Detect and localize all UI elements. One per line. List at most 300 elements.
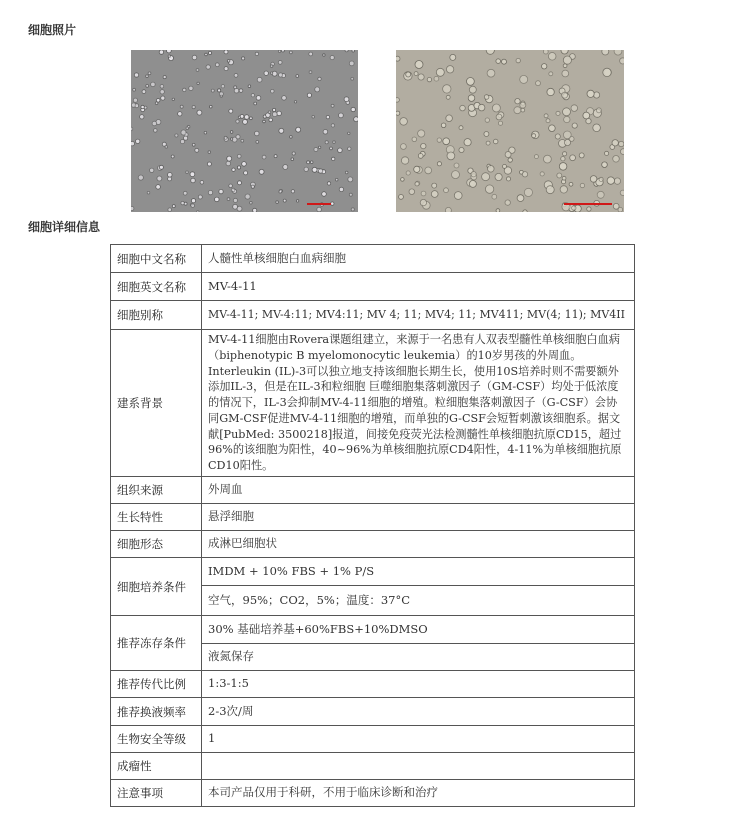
row-label: 生长特性 bbox=[111, 504, 202, 531]
cell-blob bbox=[192, 106, 195, 109]
cell-blob bbox=[208, 51, 211, 54]
cell-blob bbox=[134, 73, 138, 77]
cell-blob bbox=[291, 158, 294, 161]
cell-blob bbox=[296, 200, 298, 202]
cell-blob bbox=[555, 134, 560, 139]
cell-blob bbox=[534, 155, 538, 159]
cell-blob bbox=[327, 182, 330, 185]
cell-blob bbox=[414, 72, 418, 76]
cell-blob bbox=[572, 206, 576, 210]
cell-blob bbox=[460, 105, 466, 111]
cell-blob bbox=[237, 154, 241, 158]
cell-blob bbox=[291, 190, 294, 193]
cell-blob bbox=[192, 143, 195, 146]
cell-blob bbox=[195, 148, 199, 152]
row-value: 悬浮细胞 bbox=[202, 504, 635, 531]
cell-blob bbox=[296, 75, 299, 78]
cell-blob bbox=[283, 165, 288, 170]
row-value: MV-4-11; MV-4:11; MV4:11; MV 4; 11; MV4; 11; MV411; MV(4; 11); MV4II bbox=[202, 301, 635, 330]
cell-blob bbox=[332, 157, 335, 160]
cell-blob bbox=[276, 201, 279, 204]
cell-blob bbox=[520, 102, 526, 108]
cell-blob bbox=[197, 82, 199, 84]
cell-blob bbox=[524, 188, 532, 196]
cell-blob bbox=[547, 88, 554, 95]
cell-photo-2-image bbox=[396, 50, 624, 212]
row-value: 人髓性单核细胞白血病细胞 bbox=[202, 245, 635, 273]
cell-blob bbox=[612, 140, 618, 146]
cell-blob bbox=[136, 139, 140, 143]
cell-blob bbox=[159, 165, 163, 169]
cell-blob bbox=[163, 76, 166, 79]
table-row-culture bbox=[111, 558, 635, 586]
table-row-passage bbox=[111, 671, 635, 698]
table-row-tissue bbox=[111, 477, 635, 504]
cell-blob bbox=[503, 164, 507, 168]
cell-blob bbox=[613, 203, 619, 209]
cell-blob bbox=[168, 55, 171, 58]
cell-blob bbox=[587, 207, 591, 211]
cell-blob bbox=[244, 115, 249, 120]
cell-blob bbox=[406, 171, 410, 175]
cell-blob bbox=[226, 161, 231, 166]
cell-blob bbox=[196, 69, 199, 72]
cell-blob bbox=[294, 101, 296, 103]
cell-blob bbox=[277, 111, 282, 116]
cell-blob bbox=[345, 171, 348, 174]
cell-blob bbox=[146, 85, 149, 88]
cell-blob bbox=[572, 123, 577, 128]
cell-blob bbox=[181, 201, 184, 204]
cell-blob bbox=[593, 124, 601, 132]
row-value: 液氮保存 bbox=[202, 644, 635, 671]
cell-blob bbox=[219, 189, 223, 193]
cell-blob bbox=[281, 50, 284, 52]
cell-blob bbox=[183, 191, 187, 195]
cell-blob bbox=[206, 65, 210, 69]
cell-blob bbox=[434, 76, 439, 81]
cell-blob bbox=[396, 98, 399, 103]
cell-blob bbox=[570, 155, 576, 161]
cell-blob bbox=[197, 110, 202, 115]
cell-blob bbox=[315, 87, 320, 92]
cell-blob bbox=[471, 172, 476, 177]
cell-blob bbox=[330, 147, 333, 150]
cell-blob bbox=[256, 96, 261, 101]
cell-blob bbox=[236, 135, 240, 139]
cell-blob bbox=[330, 56, 334, 60]
cell-blob bbox=[210, 105, 213, 108]
cell-blob bbox=[333, 141, 336, 144]
cell-blob bbox=[399, 195, 404, 200]
cell-blob bbox=[154, 129, 158, 133]
cell-blob bbox=[447, 152, 455, 160]
cell-blob bbox=[515, 99, 520, 104]
cell-blob bbox=[250, 202, 253, 205]
cell-blob bbox=[156, 185, 161, 190]
cell-blob bbox=[221, 85, 224, 88]
table-row-media-change bbox=[111, 698, 635, 726]
cell-blob bbox=[351, 107, 355, 111]
cell-info-table bbox=[110, 244, 635, 807]
cell-photo-1-image bbox=[131, 50, 358, 212]
cell-blob bbox=[349, 61, 354, 66]
cell-blob bbox=[241, 139, 244, 142]
cell-blob bbox=[290, 51, 293, 54]
cell-blob bbox=[251, 94, 254, 97]
cell-blob bbox=[396, 111, 400, 115]
cell-blob bbox=[443, 85, 451, 93]
row-value: 外周血 bbox=[202, 477, 635, 504]
cell-blob bbox=[290, 136, 293, 139]
cell-blob bbox=[224, 50, 228, 54]
row-label: 建系背景 bbox=[111, 330, 202, 477]
cell-blob bbox=[614, 178, 620, 184]
cell-blob bbox=[168, 208, 172, 212]
cell-blob bbox=[563, 152, 567, 156]
cell-blob bbox=[296, 127, 301, 132]
table-row-morphology bbox=[111, 531, 635, 558]
cell-blob bbox=[420, 199, 426, 205]
table-row-notes bbox=[111, 780, 635, 807]
cell-blob bbox=[561, 50, 568, 54]
cell-blob bbox=[151, 82, 156, 87]
cell-blob bbox=[318, 169, 322, 173]
cell-blob bbox=[331, 124, 334, 127]
cell-blob bbox=[349, 193, 352, 196]
cell-blob bbox=[323, 130, 328, 135]
cell-blob bbox=[560, 186, 567, 193]
cell-blob bbox=[133, 98, 137, 102]
cell-blob bbox=[446, 95, 450, 99]
cell-blob bbox=[238, 181, 242, 185]
row-value: MV-4-11 bbox=[202, 273, 635, 301]
cell-blob bbox=[436, 68, 444, 76]
cell-blob bbox=[602, 50, 609, 55]
cell-blob bbox=[488, 166, 495, 173]
cell-blob bbox=[331, 202, 334, 205]
cell-blob bbox=[168, 177, 172, 181]
row-value bbox=[202, 753, 635, 780]
cell-blob bbox=[215, 197, 220, 202]
cell-blob bbox=[492, 194, 497, 199]
cell-blob bbox=[496, 209, 500, 212]
cell-blob bbox=[131, 127, 133, 131]
row-label: 细胞培养条件 bbox=[111, 558, 202, 616]
cell-blob bbox=[244, 171, 248, 175]
cell-blob bbox=[401, 178, 405, 182]
cell-blob bbox=[452, 171, 460, 179]
cell-blob bbox=[307, 93, 311, 97]
cell-blob bbox=[140, 115, 144, 119]
cell-blob bbox=[318, 146, 320, 148]
cell-blob bbox=[133, 88, 136, 91]
cell-blob bbox=[484, 95, 489, 100]
cell-blob bbox=[549, 72, 553, 76]
cell-blob bbox=[427, 77, 431, 81]
cell-blob bbox=[415, 61, 423, 69]
cell-blob bbox=[156, 99, 160, 103]
cell-blob bbox=[415, 182, 419, 186]
cell-blob bbox=[160, 85, 164, 89]
cell-blob bbox=[255, 131, 260, 136]
cell-blob bbox=[309, 71, 312, 74]
cell-blob bbox=[138, 175, 143, 180]
cell-blob bbox=[231, 188, 235, 192]
cell-blob bbox=[218, 89, 221, 92]
cell-blob bbox=[542, 64, 547, 69]
cell-blob bbox=[172, 205, 175, 208]
cell-blob bbox=[607, 177, 614, 184]
cell-blob bbox=[207, 162, 211, 166]
cell-blob bbox=[563, 64, 567, 68]
cell-blob bbox=[160, 90, 164, 94]
cell-blob bbox=[312, 116, 315, 119]
cell-blob bbox=[236, 120, 239, 123]
row-value: 本司产品仅用于科研，不用于临床诊断和治疗 bbox=[202, 780, 635, 807]
table-row-freeze bbox=[111, 616, 635, 644]
cell-blob bbox=[543, 50, 548, 54]
cell-blob bbox=[587, 90, 594, 97]
cell-blob bbox=[229, 109, 233, 113]
row-value: MV-4-11细胞由Rovera课题组建立，来源于一名患有人双表型髓性单核细胞白血病（biphenotypic B myelomonocytic leukemia）的10岁男孩的外周血。Interleukin (IL)-3可以独立地支持该细胞长期生长，使用10S培养时则不需要额外添加IL-3，但是在IL-3和粒细胞 巨噬细胞集落刺激因子（GM-CSF）均处于低浓度的情况下，IL-3会抑制MV-4-11细胞的增殖。粒细胞集落刺激因子（G-CSF）会协同GM-CSF促进MV-4-11细胞的增殖，而单独的G-CSF会短暂刺激该细胞系。据文献[PubMed: 3500218]报道，间接免疫荧光法检测髓性单核细胞抗原CD15，超过96%的该细胞为阳性，40~96%为单核细胞抗原CD4阳性，4-11%为单核细胞抗原CD10阳性。 bbox=[202, 330, 635, 477]
cell-blob bbox=[224, 67, 228, 71]
cell-blob bbox=[283, 199, 286, 202]
cell-blob bbox=[548, 53, 556, 61]
cell-blob bbox=[204, 131, 207, 134]
cell-blob bbox=[345, 50, 348, 52]
cell-blob bbox=[482, 173, 490, 181]
cell-blob bbox=[437, 138, 441, 142]
cell-blob bbox=[569, 182, 573, 186]
cell-blob bbox=[279, 190, 282, 193]
cell-blob bbox=[469, 86, 476, 93]
cell-blob bbox=[292, 152, 295, 155]
cell-blob bbox=[229, 184, 233, 188]
cell-blob bbox=[186, 171, 189, 174]
cell-blob bbox=[564, 139, 570, 145]
cell-blob bbox=[505, 200, 510, 205]
cell-blob bbox=[189, 86, 193, 90]
cell-blob bbox=[314, 148, 318, 152]
row-label: 细胞英文名称 bbox=[111, 273, 202, 301]
cell-blob bbox=[239, 89, 243, 93]
cell-blob bbox=[167, 50, 172, 53]
row-label: 推荐传代比例 bbox=[111, 671, 202, 698]
cell-blob bbox=[446, 115, 453, 122]
cell-blob bbox=[486, 141, 490, 145]
cell-blob bbox=[421, 191, 426, 196]
cell-blob bbox=[157, 176, 162, 181]
cell-blob bbox=[175, 134, 178, 137]
row-label: 推荐冻存条件 bbox=[111, 616, 202, 671]
cell-blob bbox=[614, 50, 622, 55]
cell-blob bbox=[546, 186, 554, 194]
cell-blob bbox=[418, 74, 424, 80]
cell-blob bbox=[544, 114, 548, 118]
cell-blob bbox=[180, 105, 183, 108]
cell-blob bbox=[312, 167, 317, 172]
cell-blob bbox=[227, 156, 232, 161]
cell-blob bbox=[171, 155, 174, 158]
cell-blob bbox=[348, 147, 351, 150]
cell-blob bbox=[150, 168, 154, 172]
cell-photo-low-magnification bbox=[131, 50, 358, 212]
cell-blob bbox=[253, 208, 257, 212]
cell-blob bbox=[307, 161, 310, 164]
row-value: 成淋巴细胞状 bbox=[202, 531, 635, 558]
cell-blob bbox=[172, 98, 174, 100]
cell-blob bbox=[142, 90, 146, 94]
cell-blob bbox=[348, 177, 353, 182]
cell-blob bbox=[418, 154, 423, 159]
cell-blob bbox=[522, 172, 527, 177]
cell-blob bbox=[493, 139, 498, 144]
cell-blob bbox=[325, 141, 328, 144]
cell-blob bbox=[498, 121, 502, 125]
row-value: 1 bbox=[202, 726, 635, 753]
cell-blob bbox=[602, 162, 608, 168]
cell-blob bbox=[564, 116, 570, 122]
cell-blob bbox=[323, 54, 325, 56]
cell-blob bbox=[148, 72, 151, 75]
cell-blob bbox=[234, 74, 238, 78]
cell-blob bbox=[464, 139, 471, 146]
cell-blob bbox=[619, 141, 624, 146]
cell-blob bbox=[605, 151, 609, 155]
scale-bar bbox=[564, 203, 612, 205]
row-label: 细胞中文名称 bbox=[111, 245, 202, 273]
row-label: 推荐换液频率 bbox=[111, 698, 202, 726]
cell-blob bbox=[425, 167, 432, 174]
table-row-en-name bbox=[111, 273, 635, 301]
cell-blob bbox=[271, 89, 275, 93]
row-label: 细胞形态 bbox=[111, 531, 202, 558]
cell-blob bbox=[508, 158, 512, 162]
cell-blob bbox=[178, 112, 182, 116]
cell-blob bbox=[230, 131, 233, 134]
cell-blob bbox=[165, 146, 168, 149]
cell-blob bbox=[523, 210, 527, 212]
cell-blob bbox=[237, 206, 242, 211]
cell-blob bbox=[354, 117, 358, 122]
cell-blob bbox=[256, 141, 259, 144]
cell-blob bbox=[561, 157, 565, 161]
cell-blob bbox=[579, 153, 584, 158]
cell-blob bbox=[159, 50, 163, 54]
cell-blob bbox=[540, 172, 544, 176]
cell-blob bbox=[278, 50, 280, 52]
cell-blob bbox=[270, 65, 273, 68]
cell-blob bbox=[454, 163, 459, 168]
cell-blob bbox=[485, 185, 493, 193]
cell-blob bbox=[485, 118, 489, 122]
cell-blob bbox=[191, 204, 195, 208]
scale-bar bbox=[307, 203, 331, 205]
cell-blob bbox=[563, 108, 571, 116]
cell-blob bbox=[443, 138, 450, 145]
cell-blob bbox=[596, 108, 601, 113]
cell-blob bbox=[339, 113, 344, 118]
cell-blob bbox=[279, 128, 284, 133]
cell-blob bbox=[268, 111, 271, 114]
cell-blob bbox=[459, 147, 464, 152]
cell-blob bbox=[208, 190, 212, 194]
row-label: 成瘤性 bbox=[111, 753, 202, 780]
cell-blob bbox=[352, 50, 355, 52]
cell-blob bbox=[431, 191, 438, 198]
cell-blob bbox=[562, 176, 566, 180]
cell-blob bbox=[248, 85, 251, 88]
cell-blob bbox=[536, 81, 541, 86]
cell-blob bbox=[590, 176, 597, 183]
cell-blob bbox=[446, 66, 453, 73]
cell-blob bbox=[200, 181, 204, 185]
cell-blob bbox=[243, 120, 248, 125]
cell-blob bbox=[418, 130, 425, 137]
cell-blob bbox=[351, 208, 354, 211]
row-value: IMDM + 10% FBS + 1% P/S bbox=[202, 558, 635, 586]
cell-blob bbox=[197, 211, 199, 212]
cell-blob bbox=[310, 161, 313, 164]
cell-blob bbox=[233, 198, 237, 202]
row-label: 生物安全等级 bbox=[111, 726, 202, 753]
cell-blob bbox=[400, 118, 408, 126]
cell-blob bbox=[272, 112, 277, 117]
cell-blob bbox=[562, 70, 569, 77]
cell-blob bbox=[180, 140, 184, 144]
cell-blob bbox=[401, 144, 407, 150]
table-row-alias bbox=[111, 301, 635, 330]
cell-blob bbox=[492, 104, 500, 112]
cell-blob bbox=[264, 71, 268, 75]
row-value: 2-3次/周 bbox=[202, 698, 635, 726]
cell-blob bbox=[262, 155, 266, 159]
cell-blob bbox=[580, 183, 584, 187]
cell-blob bbox=[469, 180, 476, 187]
cell-blob bbox=[242, 57, 245, 60]
cell-blob bbox=[230, 138, 232, 140]
cell-blob bbox=[563, 131, 571, 139]
table-row-background bbox=[111, 330, 635, 477]
cell-blob bbox=[304, 167, 308, 171]
cell-blob bbox=[459, 126, 463, 130]
cell-blob bbox=[401, 157, 408, 164]
cell-photo-high-magnification bbox=[396, 50, 624, 212]
cell-blob bbox=[412, 137, 417, 142]
row-label: 注意事项 bbox=[111, 780, 202, 807]
cell-blob bbox=[191, 199, 195, 203]
cell-blob bbox=[259, 169, 264, 174]
cell-blob bbox=[444, 188, 449, 193]
cell-blob bbox=[546, 119, 550, 123]
cell-blob bbox=[215, 63, 219, 67]
cell-blob bbox=[168, 173, 173, 178]
cell-blob bbox=[495, 173, 502, 180]
cell-blob bbox=[613, 156, 620, 163]
cell-blob bbox=[152, 121, 157, 126]
cell-blob bbox=[487, 69, 495, 77]
cell-blob bbox=[583, 112, 590, 119]
cell-blob bbox=[219, 92, 223, 96]
cell-blob bbox=[190, 172, 195, 177]
cell-blob bbox=[505, 152, 511, 158]
cell-blob bbox=[351, 77, 354, 80]
cell-blob bbox=[211, 89, 214, 92]
table-row-tumorigenic bbox=[111, 753, 635, 780]
cell-blob bbox=[279, 73, 283, 77]
cell-blob bbox=[208, 151, 211, 154]
